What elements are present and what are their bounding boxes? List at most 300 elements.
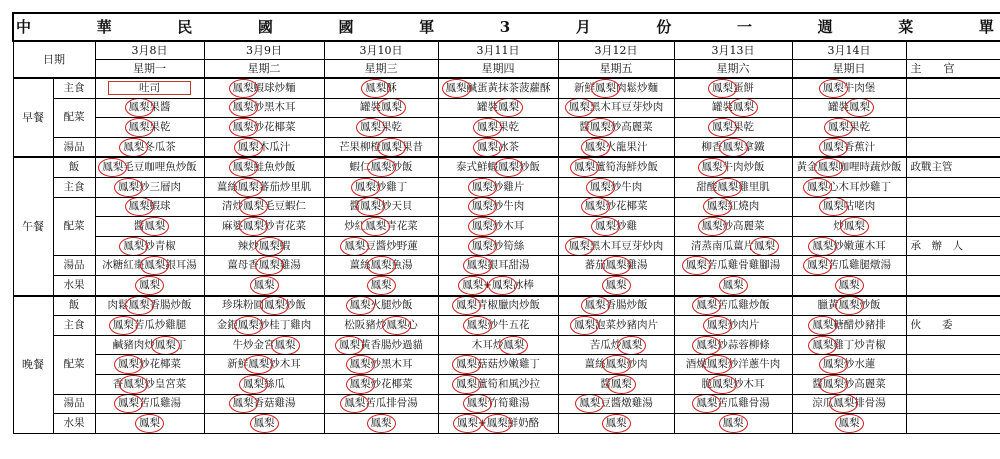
menu-item: 金銀鳳梨炒桂丁雞肉 xyxy=(204,316,324,336)
menu-item: 麻婆鳳梨炒青花菜 xyxy=(204,217,324,237)
menu-item: 鳳梨絲瓜 xyxy=(204,374,324,394)
title-row xyxy=(13,13,1000,41)
pineapple-highlight: 鳳梨 xyxy=(569,99,590,116)
course-label: 飯 xyxy=(53,157,95,177)
dinner-row xyxy=(13,374,1000,394)
menu-item: 罐裝鳳梨 xyxy=(324,98,438,118)
menu-item: 鳳梨果乾 xyxy=(438,118,558,138)
notes-header xyxy=(906,41,1000,60)
menu-item: 鳳梨炒雞丁 xyxy=(324,177,438,197)
course-label: 主食 xyxy=(53,78,95,98)
pineapple-highlight: 鳳梨 xyxy=(467,395,488,412)
menu-item: 鳳梨黑木耳豆芽炒肉 xyxy=(558,236,674,256)
pineapple-highlight: 鳳梨 xyxy=(360,119,381,136)
menu-item: 柳香鳳梨拿鐵 xyxy=(674,137,792,157)
menu-item: 鳳梨果醬 xyxy=(95,98,204,118)
dinner-row xyxy=(13,316,1000,336)
date-cell: 3月11日 xyxy=(438,41,558,60)
menu-item: 鳳梨苦瓜排骨湯 xyxy=(324,394,438,414)
menu-item: 鳳梨炒嫩蓮木耳 xyxy=(792,236,906,256)
menu-item xyxy=(674,275,792,295)
date-cell: 3月12日 xyxy=(558,41,674,60)
menu-item: 鳳梨竹筍雞湯 xyxy=(438,394,558,414)
pineapple-highlight: 鳳梨 xyxy=(233,395,254,412)
menu-item: 鳳梨蝦球 xyxy=(95,197,204,217)
pineapple-highlight: 鳳梨 xyxy=(155,337,176,354)
pineapple-highlight: 鳳梨 xyxy=(344,395,365,412)
note-handler: 承 辦 人 xyxy=(906,236,1000,256)
menu-item: 脆鳳梨炒木耳 xyxy=(674,374,792,394)
pineapple-highlight: 鳳梨 xyxy=(238,317,259,334)
pineapple-highlight: 鳳梨 xyxy=(712,119,733,136)
pineapple-highlight: 鳳梨 xyxy=(712,80,733,97)
pineapple-highlight: 鳳梨 xyxy=(371,159,392,176)
pineapple-highlight: 鳳梨 xyxy=(243,218,264,235)
menu-item: 炒紅鳳梨青花菜 xyxy=(324,217,438,237)
menu-item: 薑絲鳳梨蕃茄炒里肌 xyxy=(204,177,324,197)
menu-item: 鳳梨蝦球炒麵 xyxy=(204,78,324,98)
pineapple-highlight: 鳳梨 xyxy=(606,257,627,274)
menu-item: 鳳梨果乾 xyxy=(674,118,792,138)
menu-item: 鳳梨黑木耳豆芽炒肉 xyxy=(558,98,674,118)
pineapple-highlight: 鳳梨 xyxy=(723,139,744,156)
pineapple-highlight: 鳳梨 xyxy=(696,297,717,314)
menu-item xyxy=(95,78,204,98)
pineapple-highlight: 鳳梨 xyxy=(233,80,254,97)
menu-item: 黃金鳳梨咖哩時蔬炒飯 xyxy=(792,157,906,177)
pineapple-highlight: 鳳梨 xyxy=(849,99,870,116)
menu-item: 鳳梨鹹蛋黃抹茶菠蘿酥 xyxy=(438,78,558,98)
menu-item: 鳳梨炒水蓮 xyxy=(792,355,906,375)
title-char: 國 xyxy=(338,17,354,36)
pineapple-highlight: 鳳梨 xyxy=(381,99,402,116)
pineapple-highlight: 鳳梨 xyxy=(446,80,467,97)
menu-item: 醬鳳梨炒高麗菜 xyxy=(558,118,674,138)
menu-item: 鹹豬肉炒鳳梨丁 xyxy=(95,335,204,355)
notes-cell xyxy=(906,414,1000,434)
pineapple-highlight: 鳳梨 xyxy=(712,376,733,393)
menu-item: 鳳梨+鳳梨冰棒 xyxy=(438,275,558,295)
pineapple-highlight: 鳳梨 xyxy=(839,297,860,314)
menu-item xyxy=(558,414,674,434)
pineapple-highlight: 鳳梨 xyxy=(365,80,386,97)
menu-item: 鳳梨炒花椰菜 xyxy=(324,374,438,394)
pineapple-highlight: 鳳梨 xyxy=(823,139,844,156)
pineapple-highlight: 鳳梨 xyxy=(233,119,254,136)
menu-item: 鳳梨泡菜炒豬肉片 xyxy=(558,316,674,336)
pineapple-highlight: 鳳梨 xyxy=(456,297,477,314)
menu-item xyxy=(674,414,792,434)
pineapple-highlight: 鳳梨 xyxy=(606,415,627,432)
notes-cell xyxy=(906,374,1000,394)
course-label: 湯品 xyxy=(53,137,95,157)
dinner-row xyxy=(13,335,1000,355)
pineapple-highlight: 鳳梨 xyxy=(812,238,833,255)
pineapple-highlight: 鳳梨 xyxy=(238,139,259,156)
pineapple-highlight: 鳳梨 xyxy=(457,415,478,432)
title-char: 中 xyxy=(16,17,32,36)
breakfast-row xyxy=(13,137,1000,157)
pineapple-highlight: 鳳梨 xyxy=(462,277,483,294)
pineapple-highlight: 鳳梨 xyxy=(823,80,844,97)
pineapple-highlight: 鳳梨 xyxy=(129,119,150,136)
title-char: 單 xyxy=(978,17,994,36)
pineapple-highlight: 鳳梨 xyxy=(472,238,493,255)
pineapple-highlight: 鳳梨 xyxy=(595,80,616,97)
pineapple-highlight: 鳳梨 xyxy=(118,395,139,412)
course-label: 主食 xyxy=(53,316,95,336)
weekday-cell: 星期六 xyxy=(674,60,792,79)
pineapple-highlight: 鳳梨 xyxy=(467,257,488,274)
menu-item: 鳳梨炒黑木耳 xyxy=(324,355,438,375)
menu-item: 鳳梨苦瓜雞炒飯 xyxy=(674,296,792,316)
notes-cell xyxy=(906,177,1000,197)
notes-cell xyxy=(906,118,1000,138)
menu-item: 鳳梨鮭魚炒飯 xyxy=(204,157,324,177)
note-political: 政戰主管 xyxy=(906,157,1000,177)
pineapple-highlight: 鳳梨 xyxy=(123,139,144,156)
menu-item: 鳳梨蘆筍海鮮炒飯 xyxy=(558,157,674,177)
dinner-label: 晚餐 xyxy=(13,296,53,434)
menu-item: 鳳梨紅燒肉 xyxy=(674,197,792,217)
pineapple-highlight: 鳳梨 xyxy=(264,297,285,314)
pineapple-highlight: 鳳梨 xyxy=(371,415,392,432)
pineapple-highlight: 鳳梨 xyxy=(275,337,296,354)
lunch-row xyxy=(13,256,1000,276)
pineapple-highlight: 鳳梨 xyxy=(696,395,717,412)
menu-item: 鳳梨苦瓜雞腿燉湯 xyxy=(792,256,906,276)
pineapple-highlight: 鳳梨 xyxy=(595,218,616,235)
pineapple-highlight: 鳳梨 xyxy=(812,317,833,334)
menu-item: 鳳梨香菇雞湯 xyxy=(204,394,324,414)
menu-item: 炒鳳梨 xyxy=(792,217,906,237)
pineapple-highlight: 鳳梨 xyxy=(123,376,144,393)
pineapple-highlight: 鳳梨 xyxy=(754,238,775,255)
dinner-row xyxy=(13,355,1000,375)
menu-item: 鳳梨炒青椒 xyxy=(95,236,204,256)
notes-cell xyxy=(906,217,1000,237)
pineapple-highlight: 鳳梨 xyxy=(139,415,160,432)
weekday-cell: 星期二 xyxy=(204,60,324,79)
title-char: 份 xyxy=(656,17,672,36)
menu-item: 甜酸鳳梨雞里肌 xyxy=(674,177,792,197)
menu-item: 新鮮鳳梨炒木耳 xyxy=(204,355,324,375)
menu-item: 醬鳳梨 xyxy=(95,217,204,237)
notes-cell xyxy=(906,394,1000,414)
course-label: 湯品 xyxy=(53,394,95,414)
menu-item: 肉鬆鳳梨香腸炒飯 xyxy=(95,296,204,316)
weekly-menu-table xyxy=(12,12,1000,434)
pineapple-highlight: 鳳梨 xyxy=(259,257,280,274)
pineapple-highlight: 鳳梨 xyxy=(590,179,611,196)
lunch-label: 午餐 xyxy=(13,157,53,295)
menu-item xyxy=(792,414,906,434)
pineapple-highlight: 鳳梨 xyxy=(702,218,723,235)
pineapple-highlight: 鳳梨 xyxy=(717,179,738,196)
notes-cell xyxy=(906,137,1000,157)
note-mess-committee: 伙 委 xyxy=(906,316,1000,336)
menu-item: 鳳梨銀耳甜湯 xyxy=(438,256,558,276)
pineapple-highlight: 鳳梨 xyxy=(733,99,754,116)
breakfast-label: 早餐 xyxy=(13,78,53,157)
pineapple-highlight: 鳳梨 xyxy=(129,198,150,215)
course-label: 配菜 xyxy=(53,197,95,256)
pineapple-highlight: 鳳梨 xyxy=(823,376,844,393)
weekday-cell: 星期三 xyxy=(324,60,438,79)
pineapple-highlight: 鳳梨 xyxy=(259,238,280,255)
pineapple-highlight: 鳳梨 xyxy=(472,218,493,235)
menu-item: 鳳梨青椒臘肉炒飯 xyxy=(438,296,558,316)
pineapple-highlight: 鳳梨 xyxy=(144,218,165,235)
menu-item: 薑絲鳳梨魚湯 xyxy=(324,256,438,276)
notes-cell xyxy=(906,78,1000,98)
weekday-cell: 星期五 xyxy=(558,60,674,79)
pineapple-highlight: 鳳梨 xyxy=(139,277,160,294)
lunch-row xyxy=(13,157,1000,177)
menu-item: 鳳梨炒高麗菜 xyxy=(674,217,792,237)
pineapple-highlight: 鳳梨 xyxy=(355,179,376,196)
menu-item: 鳳梨果乾 xyxy=(792,118,906,138)
menu-item: 鳳梨香蕉汁 xyxy=(792,137,906,157)
menu-item: 鳳梨炒花椰菜 xyxy=(95,355,204,375)
pineapple-highlight: 鳳梨 xyxy=(585,297,606,314)
menu-item: 鳳梨冬瓜茶 xyxy=(95,137,204,157)
pineapple-highlight: 鳳梨 xyxy=(707,317,728,334)
menu-item xyxy=(204,414,324,434)
pineapple-highlight: 鳳梨 xyxy=(839,415,860,432)
pineapple-highlight: 鳳梨 xyxy=(456,356,477,373)
menu-item: 鳳梨火龍果汁 xyxy=(558,137,674,157)
weekday-cell: 星期日 xyxy=(792,60,906,79)
menu-item: 鳳梨雞丁炒青椒 xyxy=(792,335,906,355)
weekday-cell: 星期一 xyxy=(95,60,204,79)
notes-cell xyxy=(906,296,1000,316)
pineapple-highlight: 鳳梨 xyxy=(238,179,259,196)
pineapple-highlight: 鳳梨 xyxy=(243,198,264,215)
pineapple-highlight: 鳳梨 xyxy=(472,179,493,196)
menu-item xyxy=(324,414,438,434)
menu-item: 鳳梨炒花椰菜 xyxy=(204,118,324,138)
menu-item: 木耳炒鳳梨 xyxy=(438,335,558,355)
title-char: 3 xyxy=(499,17,511,36)
toast-box: 吐司 xyxy=(108,81,191,95)
date-cell: 3月8日 xyxy=(95,41,204,60)
menu-item: 鳳梨苦瓜雞湯 xyxy=(95,394,204,414)
pineapple-highlight: 鳳梨 xyxy=(585,198,606,215)
pineapple-highlight: 鳳梨 xyxy=(113,317,134,334)
weekdays-row xyxy=(13,60,1000,79)
course-label: 配菜 xyxy=(53,335,95,394)
menu-item: 鳳梨+鳳梨鮮奶酪 xyxy=(438,414,558,434)
menu-item: 新鮮鳳梨肉鬆炒麵 xyxy=(558,78,674,98)
course-label: 配菜 xyxy=(53,98,95,137)
menu-item: 冰糖紅棗鳳梨銀耳湯 xyxy=(95,256,204,276)
title-char: 軍 xyxy=(419,17,435,36)
pineapple-highlight: 鳳梨 xyxy=(686,257,707,274)
pineapple-highlight: 鳳梨 xyxy=(723,415,744,432)
pineapple-highlight: 鳳梨 xyxy=(833,395,854,412)
pineapple-highlight: 鳳梨 xyxy=(344,238,365,255)
pineapple-highlight: 鳳梨 xyxy=(579,395,600,412)
menu-item: 鳳梨酥 xyxy=(324,78,438,98)
pineapple-highlight: 鳳梨 xyxy=(807,179,828,196)
pineapple-highlight: 鳳梨 xyxy=(702,159,723,176)
pineapple-highlight: 鳳梨 xyxy=(243,376,264,393)
pineapple-highlight: 鳳梨 xyxy=(233,159,254,176)
notes-cell xyxy=(906,256,1000,276)
menu-item: 醬鳳梨炒天貝 xyxy=(324,197,438,217)
menu-item: 鳳梨牛肉炒飯 xyxy=(674,157,792,177)
menu-item: 鳳梨苦瓜炒雞腿 xyxy=(95,316,204,336)
pineapple-highlight: 鳳梨 xyxy=(248,356,269,373)
menu-item: 鳳梨炒筍絲 xyxy=(438,236,558,256)
menu-item: 鳳梨香腸炒飯 xyxy=(558,296,674,316)
menu-item: 鳳梨黃香腸炒過貓 xyxy=(324,335,438,355)
course-label: 飯 xyxy=(53,296,95,316)
menu-item: 牛炒金宮鳳梨 xyxy=(204,335,324,355)
menu-item xyxy=(204,275,324,295)
menu-item: 清炒鳳梨毛豆蝦仁 xyxy=(204,197,324,217)
notes-cell xyxy=(906,335,1000,355)
pineapple-highlight: 鳳梨 xyxy=(844,218,865,235)
menu-item: 鳳梨心木耳炒雞丁 xyxy=(792,177,906,197)
pineapple-highlight: 鳳梨 xyxy=(569,238,590,255)
pineapple-highlight: 鳳梨 xyxy=(350,356,371,373)
pineapple-highlight: 鳳梨 xyxy=(818,159,839,176)
title-char: 月 xyxy=(575,17,591,36)
breakfast-row xyxy=(13,118,1000,138)
menu-item: 罐裝鳳梨 xyxy=(792,98,906,118)
menu-item: 鳳梨炒牛五花 xyxy=(438,316,558,336)
menu-item: 罐裝鳳梨 xyxy=(438,98,558,118)
pineapple-highlight: 鳳梨 xyxy=(585,139,606,156)
menu-item: 芒果柳橙鳳梨果昔 xyxy=(324,137,438,157)
course-label: 主食 xyxy=(53,177,95,197)
pineapple-highlight: 鳳梨 xyxy=(365,218,386,235)
menu-item: 清蒸南瓜薑片鳳梨 xyxy=(674,236,792,256)
menu-item: 鳳梨炒雞 xyxy=(558,217,674,237)
pineapple-highlight: 鳳梨 xyxy=(621,337,642,354)
weekday-cell: 星期四 xyxy=(438,60,558,79)
pineapple-highlight: 鳳梨 xyxy=(371,257,392,274)
menu-item: 鳳梨果乾 xyxy=(95,118,204,138)
course-label: 湯品 xyxy=(53,256,95,276)
menu-item: 香鳳梨炒皇宮菜 xyxy=(95,374,204,394)
pineapple-highlight: 鳳梨 xyxy=(828,119,849,136)
date-label: 日期 xyxy=(13,41,95,78)
notes-cell xyxy=(906,197,1000,217)
title-char: 國 xyxy=(257,17,273,36)
pineapple-highlight: 鳳梨 xyxy=(498,99,519,116)
menu-item: 鳳梨炒三層肉 xyxy=(95,177,204,197)
lunch-row xyxy=(13,197,1000,217)
notes-cell xyxy=(906,275,1000,295)
menu-item: 鳳梨牛肉堡 xyxy=(792,78,906,98)
notes-cell xyxy=(906,355,1000,375)
pineapple-highlight: 鳳梨 xyxy=(456,376,477,393)
title-char: 華 xyxy=(96,17,112,36)
menu-item: 臘黃鳳梨炒飯 xyxy=(792,296,906,316)
menu-item: 薑母香鳳梨雞湯 xyxy=(204,256,324,276)
dinner-row xyxy=(13,394,1000,414)
title-char: 菜 xyxy=(898,17,914,36)
menu-item xyxy=(324,275,438,295)
lunch-row xyxy=(13,275,1000,295)
menu-item: 鳳梨炒花椰菜 xyxy=(558,197,674,217)
date-cell: 3月13日 xyxy=(674,41,792,60)
menu-item: 鳳梨苦瓜雞骨雞腳湯 xyxy=(674,256,792,276)
course-label: 水果 xyxy=(53,414,95,434)
pineapple-highlight: 鳳梨 xyxy=(696,337,717,354)
menu-item: 鳳梨果乾 xyxy=(324,118,438,138)
menu-item: 鳳梨火腿炒飯 xyxy=(324,296,438,316)
menu-item: 鳳梨炒蒜蓉柳條 xyxy=(674,335,792,355)
pineapple-highlight: 鳳梨 xyxy=(574,159,595,176)
pineapple-highlight: 鳳梨 xyxy=(123,238,144,255)
pineapple-highlight: 鳳梨 xyxy=(606,356,627,373)
lunch-row xyxy=(13,217,1000,237)
pineapple-highlight: 鳳梨 xyxy=(839,277,860,294)
menu-item: 鳳梨炒牛肉 xyxy=(558,177,674,197)
menu-item: 鳳梨蘆筍和風沙拉 xyxy=(438,374,558,394)
notes-cell xyxy=(906,98,1000,118)
menu-item: 松阪豬炒鳳梨心 xyxy=(324,316,438,336)
pineapple-highlight: 鳳梨 xyxy=(467,317,488,334)
dinner-row xyxy=(13,296,1000,316)
date-cell: 3月14日 xyxy=(792,41,906,60)
menu-item: 蕃茄鳳梨雞湯 xyxy=(558,256,674,276)
pineapple-highlight: 鳳梨 xyxy=(477,119,498,136)
pineapple-highlight: 鳳梨 xyxy=(477,139,498,156)
pineapple-highlight: 鳳梨 xyxy=(360,198,381,215)
menu-item: 醬鳳梨炒高麗菜 xyxy=(792,374,906,394)
page-title xyxy=(13,13,1000,41)
menu-item: 鳳梨炒木耳 xyxy=(438,217,558,237)
pineapple-highlight: 鳳梨 xyxy=(118,356,139,373)
weekly-menu-sheet xyxy=(12,12,1000,432)
pineapple-highlight: 鳳梨 xyxy=(823,356,844,373)
menu-item: 蝦仁鳳梨炒飯 xyxy=(324,157,438,177)
menu-item: 薑絲鳳梨炒肉 xyxy=(558,355,674,375)
breakfast-row xyxy=(13,78,1000,98)
menu-item: 鳳梨炒黑木耳 xyxy=(204,98,324,118)
menu-item: 鳳梨苦瓜雞骨湯 xyxy=(674,394,792,414)
pineapple-highlight: 鳳梨 xyxy=(118,179,139,196)
menu-item xyxy=(95,414,204,434)
menu-item: 涼瓜鳳梨排骨湯 xyxy=(792,394,906,414)
pineapple-highlight: 鳳梨 xyxy=(254,277,275,294)
date-cell: 3月10日 xyxy=(324,41,438,60)
pineapple-highlight: 鳳梨 xyxy=(144,257,165,274)
menu-item: 鳳梨咕咾肉 xyxy=(792,197,906,217)
pineapple-highlight: 鳳梨 xyxy=(498,159,519,176)
menu-item: 泰式鮮蝦鳳梨炒飯 xyxy=(438,157,558,177)
pineapple-highlight: 鳳梨 xyxy=(707,198,728,215)
pineapple-highlight: 鳳梨 xyxy=(492,277,513,294)
menu-item: 罐裝鳳梨 xyxy=(674,98,792,118)
course-label: 水果 xyxy=(53,275,95,295)
title-char: 週 xyxy=(817,17,833,36)
pineapple-highlight: 鳳梨 xyxy=(381,139,402,156)
pineapple-highlight: 鳳梨 xyxy=(350,297,371,314)
menu-item xyxy=(558,275,674,295)
menu-item: 鳳梨糖醋炒豬排 xyxy=(792,316,906,336)
pineapple-highlight: 鳳梨 xyxy=(487,415,508,432)
note-chief: 主 官 xyxy=(906,60,1000,79)
menu-item: 鳳梨冰茶 xyxy=(438,137,558,157)
pineapple-highlight: 鳳梨 xyxy=(707,356,728,373)
pineapple-highlight: 鳳梨 xyxy=(254,415,275,432)
